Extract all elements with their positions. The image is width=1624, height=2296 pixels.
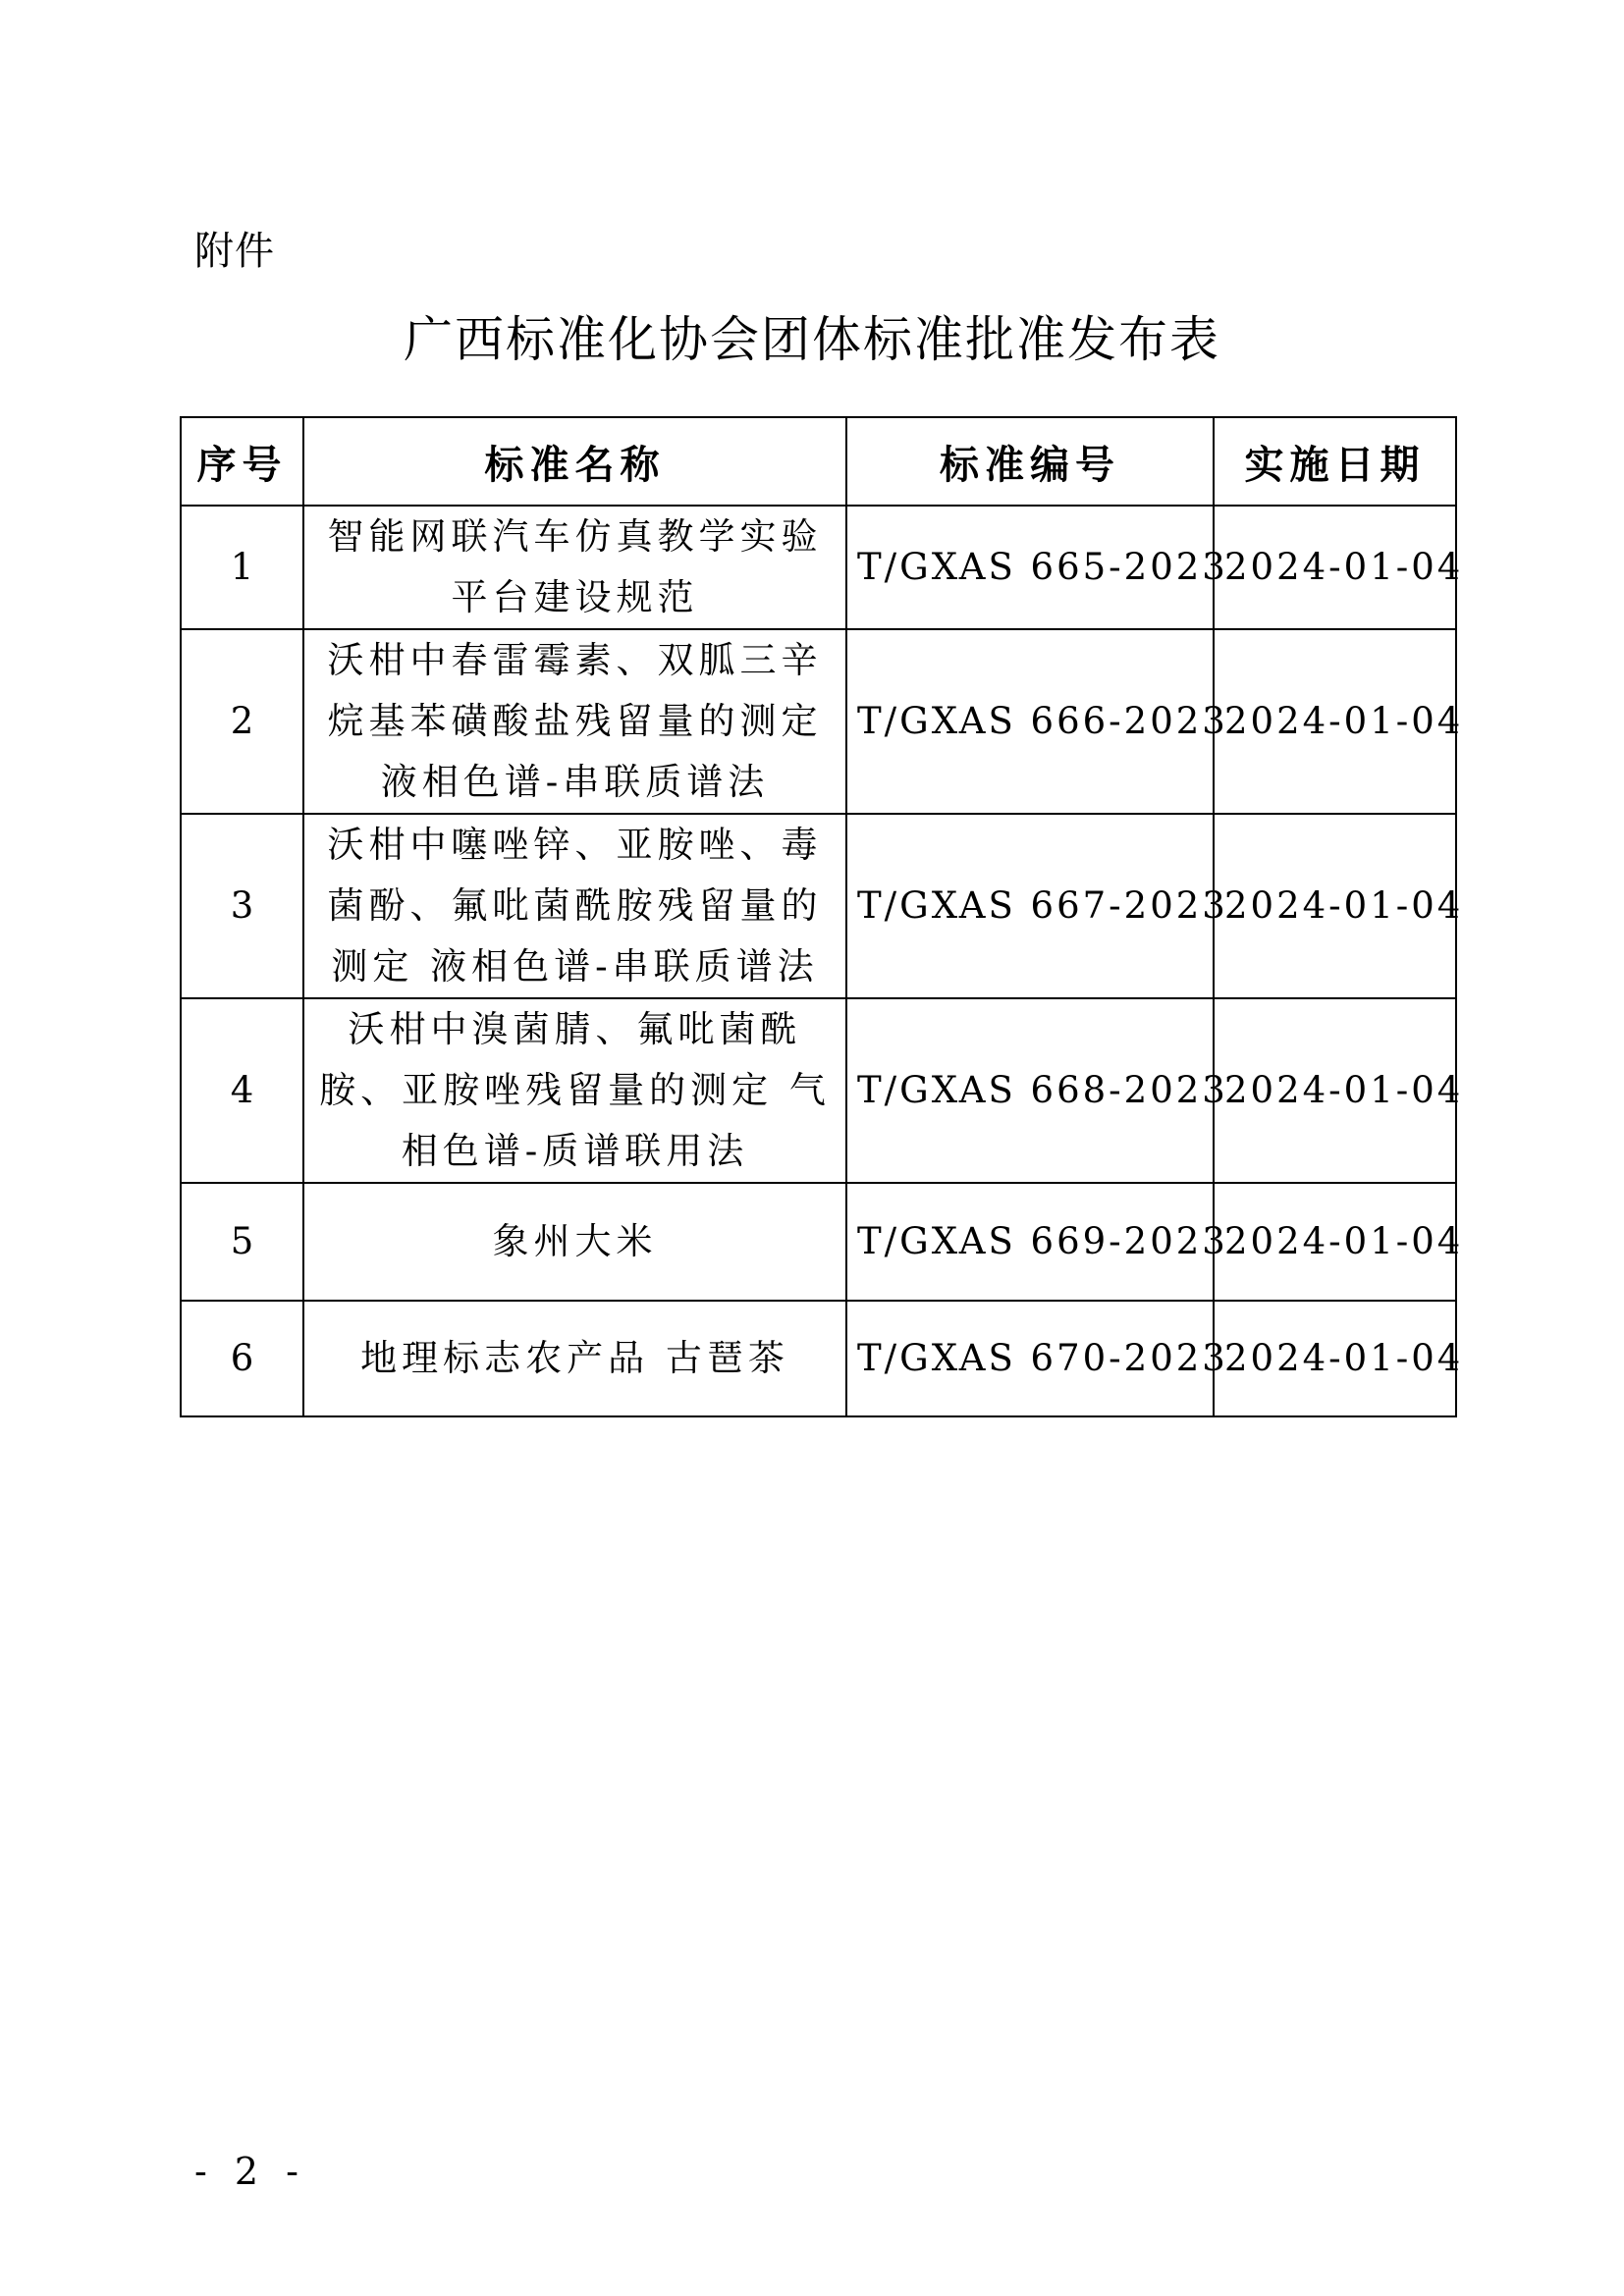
table-row (181, 814, 1456, 998)
cell-standard-name: 沃柑中噻唑锌、亚胺唑、毒菌酚、氟吡菌酰胺残留量的测定 液相色谱-串联质谱法 (303, 814, 846, 998)
table-row (181, 1183, 1456, 1301)
cell-standard-code: T/GXAS 668-2023 (846, 998, 1214, 1183)
cell-standard-name: 地理标志农产品 古琶茶 (303, 1301, 846, 1416)
cell-standard-name: 智能网联汽车仿真教学实验平台建设规范 (303, 506, 846, 629)
header-standard-name: 标准名称 (303, 417, 846, 506)
cell-standard-name: 象州大米 (303, 1183, 846, 1301)
table-header-row (181, 417, 1456, 506)
page-title: 广西标准化协会团体标准批准发布表 (404, 311, 1220, 368)
table-row (181, 1301, 1456, 1416)
standards-table (180, 416, 1464, 1417)
cell-standard-name: 沃柑中溴菌腈、氟吡菌酰胺、亚胺唑残留量的测定 气相色谱-质谱联用法 (303, 998, 846, 1183)
header-standard-code: 标准编号 (846, 417, 1214, 506)
attachment-label: 附件 (194, 229, 275, 274)
table-row (181, 998, 1456, 1183)
cell-standard-code: T/GXAS 669-2023 (846, 1183, 1214, 1301)
cell-serial: 4 (181, 998, 303, 1183)
cell-serial: 2 (181, 629, 303, 814)
cell-standard-code: T/GXAS 665-2023 (846, 506, 1214, 629)
cell-serial: 5 (181, 1183, 303, 1301)
cell-serial: 6 (181, 1301, 303, 1416)
header-serial: 序号 (181, 417, 303, 506)
table-row (181, 629, 1456, 814)
cell-standard-code: T/GXAS 667-2023 (846, 814, 1214, 998)
cell-implementation-date: 2024-01-04 (1214, 1183, 1456, 1301)
cell-implementation-date: 2024-01-04 (1214, 1301, 1456, 1416)
page-number: - 2 - (194, 2150, 307, 2193)
header-implementation-date: 实施日期 (1214, 417, 1456, 506)
cell-implementation-date: 2024-01-04 (1214, 506, 1456, 629)
cell-serial: 3 (181, 814, 303, 998)
cell-implementation-date: 2024-01-04 (1214, 998, 1456, 1183)
table-row (181, 506, 1456, 629)
cell-standard-name: 沃柑中春雷霉素、双胍三辛烷基苯磺酸盐残留量的测定 液相色谱-串联质谱法 (303, 629, 846, 814)
cell-implementation-date: 2024-01-04 (1214, 814, 1456, 998)
cell-serial: 1 (181, 506, 303, 629)
cell-standard-code: T/GXAS 666-2023 (846, 629, 1214, 814)
cell-standard-code: T/GXAS 670-2023 (846, 1301, 1214, 1416)
cell-implementation-date: 2024-01-04 (1214, 629, 1456, 814)
